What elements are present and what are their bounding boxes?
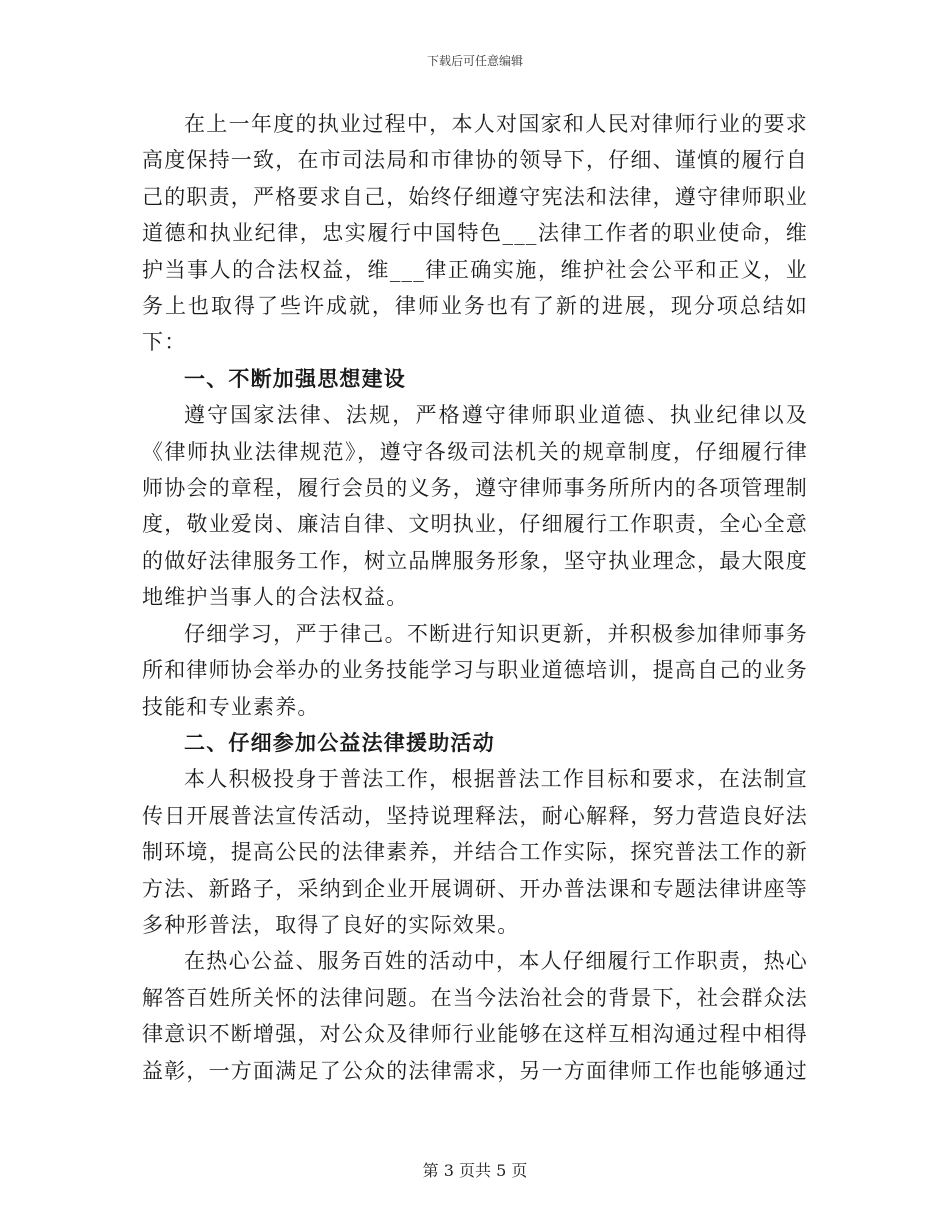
paragraph-intro: 在上一年度的执业过程中，本人对国家和人民对律师行业的要求高度保持一致，在市司法局和市律协的领导下，仔细、谨慎的履行自己的职责，严格要求自己，始终仔细遵守宪法和法律，遵守律师职业道德和执业纪律，忠实履行中国特色___法律工作者的职业使命，维护当事人的合法权益，维___律正确实施，维护社会公平和正义，业务上也取得了些许成就，律师业务也有了新的进展，现分项总结如下： bbox=[142, 112, 808, 355]
paragraph-legal-education: 本人积极投身于普法工作，根据普法工作目标和要求，在法制宣传日开展普法宣传活动，坚持说理释法，耐心解释，努力营造良好法制环境，提高公民的法律素养，并结合工作实际，探究普法工作的新方法、新路子，采纳到企业开展调研、开办普法课和专题法律讲座等多种形普法，取得了良好的实际效果。 bbox=[142, 767, 808, 937]
section-heading-1: 一、不断加强思想建设 bbox=[184, 365, 406, 391]
paragraph-public-service: 在热心公益、服务百姓的活动中，本人仔细履行工作职责，热心解答百姓所关怀的法律问题。在当今法治社会的背景下，社会群众法律意识不断增强，对公众及律师行业能够在这样互相沟通过程中相得益彰，一方面满足了公众的法律需求，另一方面律师工作也能够通过 bbox=[142, 949, 808, 1083]
paragraph-ideology: 遵守国家法律、法规，严格遵守律师职业道德、执业纪律以及《律师执业法律规范》，遵守各级司法机关的规章制度，仔细履行律师协会的章程，履行会员的义务，遵守律师事务所所内的各项管理制度，敬业爱岗、廉洁自律、文明执业，仔细履行工作职责，全心全意的做好法律服务工作，树立品牌服务形象，坚守执业理念，最大限度地维护当事人的合法权益。 bbox=[142, 403, 808, 610]
paragraph-study: 仔细学习，严于律己。不断进行知识更新，并积极参加律师事务所和律师协会举办的业务技能学习与职业道德培训，提高自己的业务技能和专业素养。 bbox=[142, 621, 808, 719]
page-number: 第 3 页共 5 页 bbox=[422, 1161, 528, 1180]
page-header: 下载后可任意编辑 bbox=[426, 54, 523, 68]
document-body bbox=[142, 106, 808, 1089]
section-heading-2: 二、仔细参加公益法律援助活动 bbox=[184, 729, 495, 755]
